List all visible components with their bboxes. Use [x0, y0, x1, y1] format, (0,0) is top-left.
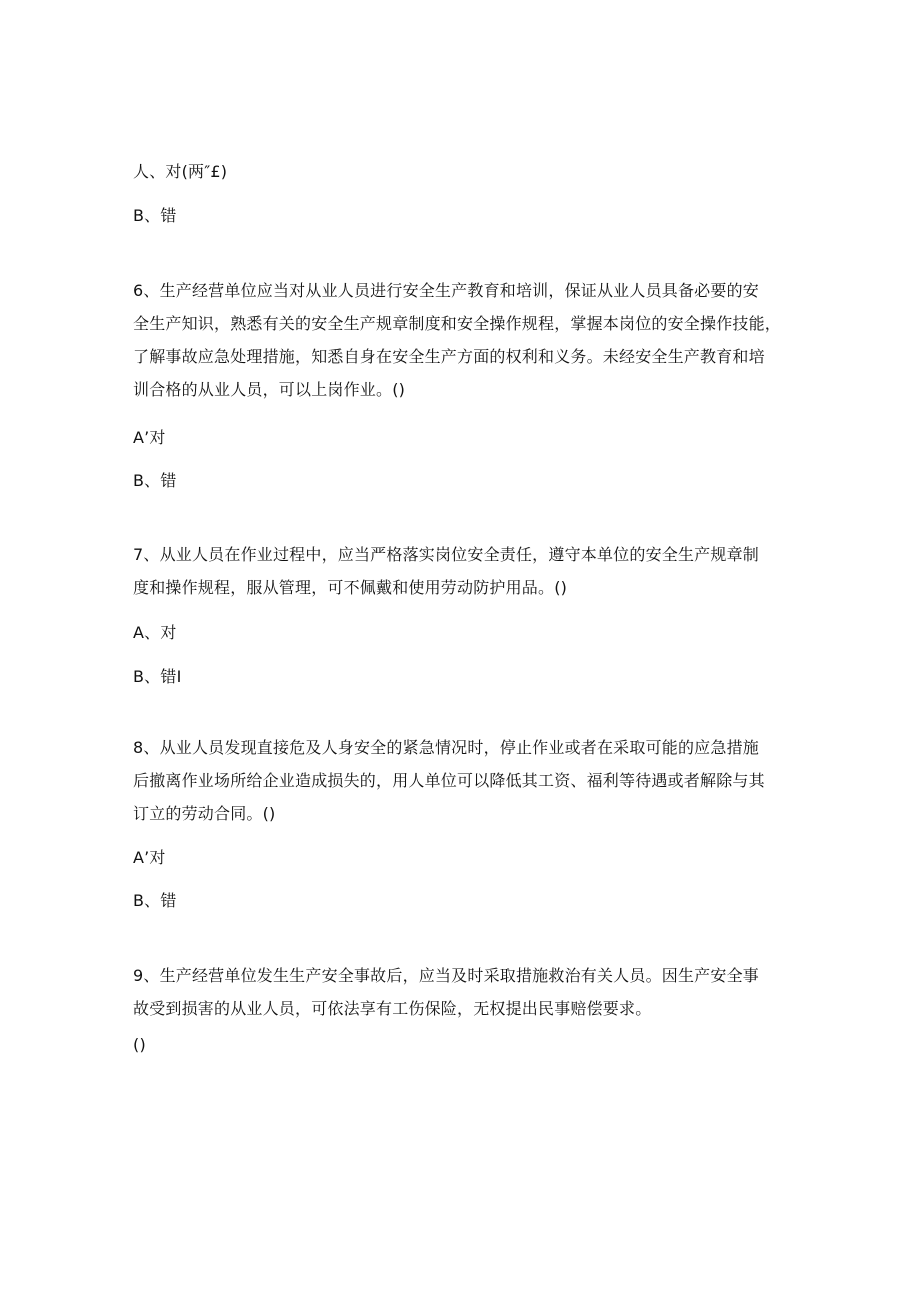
question-9-line-2: 故受到损害的从业人员，可依法享有工伤保险，无权提出民事赔偿要求。 [133, 999, 652, 1018]
question-6-option-a: A’对 [133, 428, 166, 447]
question-8-line-1: 8、从业人员发现直接危及人身安全的紧急情况时，停止作业或者在采取可能的应急措施 [133, 738, 759, 757]
question-8-line-3: 订立的劳动合同。() [133, 804, 276, 823]
question-7-line-1: 7、从业人员在作业过程中，应当严格落实岗位安全责任，遵守本单位的安全生产规章制 [133, 545, 759, 564]
question-8-option-a: A’对 [133, 848, 166, 867]
prev-question-option-a: 人、对(两″£) [133, 162, 228, 181]
question-9-line-3: () [133, 1035, 146, 1054]
question-8-line-2: 后撤离作业场所给企业造成损失的，用人单位可以降低其工资、福利等待遇或者解除与其 [133, 771, 765, 790]
question-8-option-b: B、错 [133, 891, 177, 910]
question-9-line-1: 9、生产经营单位发生生产安全事故后，应当及时采取措施救治有关人员。因生产安全事 [133, 966, 759, 985]
question-7-option-a: A、对 [133, 623, 177, 642]
question-6-line-2: 全生产知识，熟悉有关的安全生产规章制度和安全操作规程，掌握本岗位的安全操作技能， [133, 314, 782, 333]
question-6-line-4: 训合格的从业人员，可以上岗作业。() [133, 380, 406, 399]
question-6-option-b: B、错 [133, 471, 177, 490]
question-7-option-b: B、错I [133, 667, 182, 686]
question-6-line-3: 了解事故应急处理措施，知悉自身在安全生产方面的权利和义务。未经安全生产教育和培 [133, 347, 765, 366]
question-6-line-1: 6、生产经营单位应当对从业人员进行安全生产教育和培训，保证从业人员具备必要的安 [133, 281, 759, 300]
prev-question-option-b: B、错 [133, 206, 177, 225]
question-7-line-2: 度和操作规程，服从管理，可不佩戴和使用劳动防护用品。() [133, 578, 568, 597]
